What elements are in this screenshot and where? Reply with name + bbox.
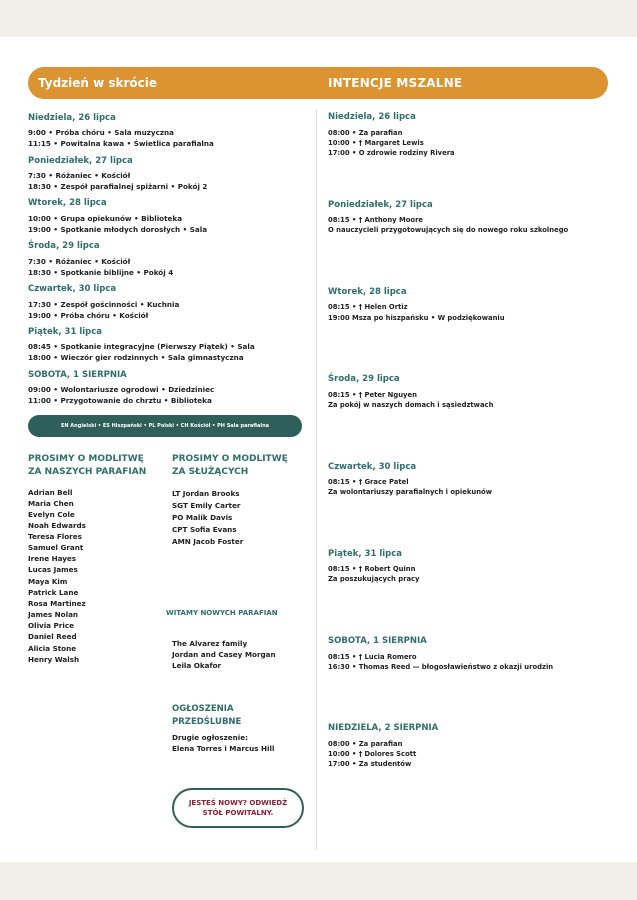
week-event: 19:00 • Spotkanie młodych dorosłych • Sala xyxy=(28,225,208,234)
week-event: 10:00 • Grupa opiekunów • Biblioteka xyxy=(28,214,183,223)
intention-line: 19:00 Msza po hiszpańsku • W podziękowaniu xyxy=(328,314,505,322)
intention-line: 16:30 • Thomas Reed — błogosławieństwo z okazji urodzin xyxy=(328,663,554,671)
parishioner-name: Teresa Flores xyxy=(28,532,82,541)
parishioner-name: Samuel Grant xyxy=(28,543,84,552)
week-event: 09:00 • Wolontariusze ogrodowi • Dziedziniec xyxy=(28,385,215,394)
week-day-heading: SOBOTA, 1 SIERPNIA xyxy=(28,370,127,380)
week-event: 19:00 • Próba chóru • Kościół xyxy=(28,311,149,320)
service-member-name: AMN Jacob Foster xyxy=(172,537,244,546)
mass-intentions-title: INTENCJE MSZALNE xyxy=(328,76,463,90)
banns-couple: Elena Torres i Marcus Hill xyxy=(172,744,275,753)
parishioner-name: Henry Walsh xyxy=(28,655,80,664)
parishioner-name: Irene Hayes xyxy=(28,554,77,563)
service-member-name: CPT Sofia Evans xyxy=(172,525,237,534)
parishioner-name: Maria Chen xyxy=(28,499,74,508)
intention-line: 08:00 • Za parafian xyxy=(328,740,403,748)
parishioner-name: Patrick Lane xyxy=(28,588,79,597)
intention-line: 10:00 • † Margaret Lewis xyxy=(328,139,424,147)
intention-day-heading: Czwartek, 30 lipca xyxy=(328,462,417,472)
bulletin-page xyxy=(0,37,637,862)
intention-line: 17:00 • O zdrowie rodziny Rivera xyxy=(328,149,455,157)
week-event: 18:00 • Wieczór gier rodzinnych • Sala gimnastyczna xyxy=(28,353,244,362)
service-member-name: SGT Emily Carter xyxy=(172,501,241,510)
week-day-heading: Poniedziałek, 27 lipca xyxy=(28,156,133,166)
week-event: 08:45 • Spotkanie integracyjne (Pierwszy Piątek) • Sala xyxy=(28,342,255,351)
new-parishioner-name: Jordan and Casey Morgan xyxy=(172,650,276,659)
week-day-heading: Piątek, 31 lipca xyxy=(28,327,103,337)
week-overview-title: Tydzień w skrócie xyxy=(38,76,158,90)
intention-day-heading: Piątek, 31 lipca xyxy=(328,549,403,559)
intention-day-heading: Środa, 29 lipca xyxy=(328,374,400,384)
parishioner-name: Evelyn Cole xyxy=(28,510,75,519)
intention-day-heading: SOBOTA, 1 SIERPNIA xyxy=(328,636,427,646)
new-parishioner-name: The Alvarez family xyxy=(172,639,248,648)
intention-day-heading: Niedziela, 26 lipca xyxy=(328,112,416,122)
intention-line: 10:00 • † Dolores Scott xyxy=(328,750,417,758)
week-event: 11:15 • Powitalna kawa • Świetlica parafialna xyxy=(28,139,214,148)
week-day-heading: Czwartek, 30 lipca xyxy=(28,284,117,294)
intention-day-heading: NIEDZIELA, 2 SIERPNIA xyxy=(328,723,439,733)
intention-line: 08:15 • † Helen Ortiz xyxy=(328,303,408,311)
new-parishioner-name: Leila Okafor xyxy=(172,661,222,670)
banns-label: Drugie ogłoszenie: xyxy=(172,733,248,742)
week-event: 11:00 • Przygotowanie do chrztu • Biblioteka xyxy=(28,396,212,405)
week-day-heading: Środa, 29 lipca xyxy=(28,241,100,251)
week-event: 7:30 • Różaniec • Kościół xyxy=(28,257,131,266)
parishioner-name: Adrian Bell xyxy=(28,488,73,497)
intention-line: Za pokój w naszych domach i sąsiedztwach xyxy=(328,401,494,409)
welcome-table-callout: JESTEŚ NOWY? ODWIEDŹ STÓŁ POWITALNY. xyxy=(172,788,304,828)
intention-day-heading: Wtorek, 28 lipca xyxy=(328,287,407,297)
parishioner-name: Lucas James xyxy=(28,565,78,574)
header-banner xyxy=(28,67,608,99)
intention-line: 08:00 • Za parafian xyxy=(328,129,403,137)
week-event: 17:30 • Zespół gościnności • Kuchnia xyxy=(28,300,180,309)
week-event: 18:30 • Zespół parafialnej spiżarni • Pokój 2 xyxy=(28,182,208,191)
intention-line: 08:15 • † Anthony Moore xyxy=(328,216,424,224)
parishioner-name: Alicia Stone xyxy=(28,644,77,653)
service-member-name: PO Malik Davis xyxy=(172,513,233,522)
intention-line: 17:00 • Za studentów xyxy=(328,760,412,768)
parishioner-name: Noah Edwards xyxy=(28,521,86,530)
parishioner-name: Maya Kim xyxy=(28,577,68,586)
parishioner-name: Daniel Reed xyxy=(28,632,77,641)
intention-line: Za wolontariuszy parafialnych i opiekunów xyxy=(328,488,492,496)
week-event: 18:30 • Spotkanie biblijne • Pokój 4 xyxy=(28,268,174,277)
parishioner-name: Rosa Martinez xyxy=(28,599,86,608)
column-divider xyxy=(316,109,317,849)
intention-line: 08:15 • † Peter Nguyen xyxy=(328,391,417,399)
parishioner-name: James Nolan xyxy=(28,610,79,619)
week-event: 9:00 • Próba chóru • Sala muzyczna xyxy=(28,128,175,137)
legend-pill: EN Angielski • ES Hiszpański • PL Polski • CH Kościół • PH Sala parafialna xyxy=(28,415,302,437)
parish-prayers-title: PROSIMY O MODLITWĘ ZA NASZYCH PARAFIAN xyxy=(28,454,147,477)
intention-line: O nauczycieli przygotowujących się do nowego roku szkolnego xyxy=(328,226,569,234)
intention-line: 08:15 • † Grace Patel xyxy=(328,478,409,486)
week-day-heading: Wtorek, 28 lipca xyxy=(28,198,107,208)
service-prayers-title: PROSIMY O MODLITWĘ ZA SŁUŻĄCYCH xyxy=(172,454,288,477)
welcome-title: WITAMY NOWYCH PARAFIAN xyxy=(166,609,278,617)
service-member-name: LT Jordan Brooks xyxy=(172,489,240,498)
intention-line: 08:15 • † Lucia Romero xyxy=(328,653,417,661)
intention-line: 08:15 • † Robert Quinn xyxy=(328,565,416,573)
banns-title: OGŁOSZENIA PRZEDŚLUBNE xyxy=(172,704,242,727)
week-day-heading: Niedziela, 26 lipca xyxy=(28,113,116,123)
intention-day-heading: Poniedziałek, 27 lipca xyxy=(328,200,433,210)
intention-line: Za poszukujących pracy xyxy=(328,575,420,583)
week-event: 7:30 • Różaniec • Kościół xyxy=(28,171,131,180)
parishioner-name: Olivia Price xyxy=(28,621,74,630)
